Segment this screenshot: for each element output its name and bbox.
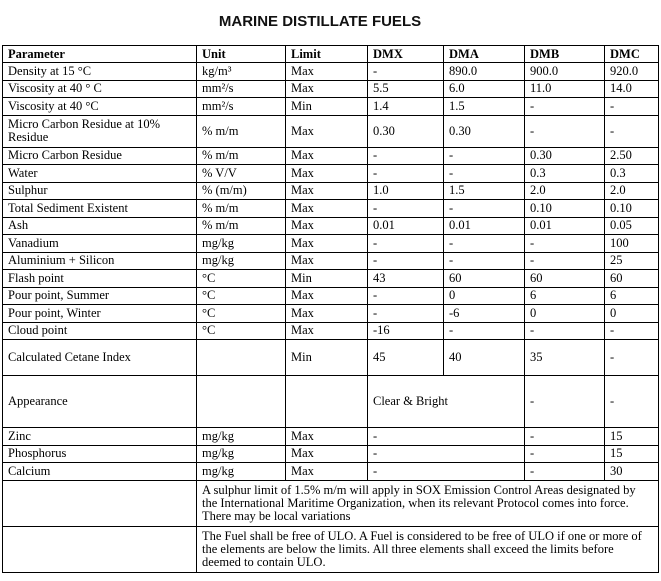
cell-unit — [197, 376, 286, 428]
table-row — [3, 63, 659, 81]
cell-dmb: 900.0 — [525, 63, 605, 81]
cell-dmb: 0 — [525, 305, 605, 323]
cell-dmx: 5.5 — [368, 80, 444, 98]
table-header-row — [3, 46, 659, 63]
cell-limit: Max — [286, 445, 368, 463]
cell-dmb: 0.30 — [525, 147, 605, 165]
cell-dmc: - — [605, 340, 659, 376]
cell-dmc: 0.3 — [605, 165, 659, 183]
table-row — [3, 98, 659, 116]
cell-limit: Max — [286, 252, 368, 270]
table-row — [3, 182, 659, 200]
cell-unit: mm²/s — [197, 98, 286, 116]
cell-parameter: Flash point — [3, 270, 197, 288]
cell-dmx-dma: - — [368, 463, 525, 481]
cell-dmb: 0.01 — [525, 217, 605, 235]
cell-dmb: 0.3 — [525, 165, 605, 183]
header-limit: Limit — [286, 46, 368, 63]
cell-dmx-dma: - — [368, 428, 525, 446]
cell-parameter: Vanadium — [3, 235, 197, 253]
cell-parameter: Viscosity at 40 °C — [3, 98, 197, 116]
cell-limit: Max — [286, 217, 368, 235]
cell-limit: Max — [286, 115, 368, 147]
cell-dmb: 11.0 — [525, 80, 605, 98]
cell-dmc: 2.50 — [605, 147, 659, 165]
table-row — [3, 252, 659, 270]
cell-dmc: - — [605, 98, 659, 116]
cell-dmc: 920.0 — [605, 63, 659, 81]
cell-dmc: 6 — [605, 287, 659, 305]
cell-dmx: - — [368, 252, 444, 270]
cell-unit: °C — [197, 322, 286, 340]
cell-dmx: 1.4 — [368, 98, 444, 116]
cell-dma: 6.0 — [444, 80, 525, 98]
cell-parameter: Calcium — [3, 463, 197, 481]
cell-unit: mg/kg — [197, 428, 286, 446]
cell-dmx: - — [368, 235, 444, 253]
cell-dmc: 30 — [605, 463, 659, 481]
table-row — [3, 115, 659, 147]
cell-dmx-dma: Clear & Bright — [368, 376, 525, 428]
cell-dmc: 14.0 — [605, 80, 659, 98]
cell-parameter: Sulphur — [3, 182, 197, 200]
note-row — [3, 480, 659, 526]
cell-dma: 40 — [444, 340, 525, 376]
cell-dmc: 2.0 — [605, 182, 659, 200]
header-dmb: DMB — [525, 46, 605, 63]
cell-dmx: - — [368, 147, 444, 165]
cell-dmb: - — [525, 463, 605, 481]
table-row — [3, 463, 659, 481]
table-row — [3, 305, 659, 323]
header-dmx: DMX — [368, 46, 444, 63]
cell-dmx: - — [368, 305, 444, 323]
cell-dmb: - — [525, 115, 605, 147]
cell-unit: % m/m — [197, 115, 286, 147]
cell-dmb: 0.10 — [525, 200, 605, 218]
cell-dmx: 1.0 — [368, 182, 444, 200]
cell-limit: Max — [286, 182, 368, 200]
cell-dmb: - — [525, 235, 605, 253]
cell-dma: 0 — [444, 287, 525, 305]
cell-limit: Min — [286, 270, 368, 288]
cell-parameter: Ash — [3, 217, 197, 235]
cell-dma: - — [444, 165, 525, 183]
cell-unit: mg/kg — [197, 463, 286, 481]
cell-dmc: 15 — [605, 445, 659, 463]
cell-dmx: - — [368, 165, 444, 183]
cell-dmc: 100 — [605, 235, 659, 253]
cell-dmx: 43 — [368, 270, 444, 288]
cell-dmb: - — [525, 428, 605, 446]
table-row — [3, 287, 659, 305]
cell-unit: mm²/s — [197, 80, 286, 98]
cell-unit: % V/V — [197, 165, 286, 183]
cell-limit: Max — [286, 147, 368, 165]
cell-dmb: 2.0 — [525, 182, 605, 200]
cell-limit: Min — [286, 340, 368, 376]
ulo-note: The Fuel shall be free of ULO. A Fuel is considered to be free of ULO if one or more of the elements are below the limits. All three elements shall exceed the limits before deemed to contain ULO. — [197, 526, 659, 572]
cell-limit: Max — [286, 63, 368, 81]
cell-unit: °C — [197, 270, 286, 288]
table-row — [3, 270, 659, 288]
cell-dmc: 25 — [605, 252, 659, 270]
cell-dmb: - — [525, 376, 605, 428]
cell-dma: - — [444, 235, 525, 253]
cell-dmb: - — [525, 445, 605, 463]
cell-parameter: Calculated Cetane Index — [3, 340, 197, 376]
note-row — [3, 526, 659, 572]
cell-parameter: Micro Carbon Residue at 10% Residue — [3, 115, 197, 147]
cell-parameter: Appearance — [3, 376, 197, 428]
cell-dmx: 0.30 — [368, 115, 444, 147]
cell-dmb: 60 — [525, 270, 605, 288]
cell-unit: mg/kg — [197, 235, 286, 253]
cell-parameter: Aluminium + Silicon — [3, 252, 197, 270]
cell-dma: 60 — [444, 270, 525, 288]
header-unit: Unit — [197, 46, 286, 63]
cell-limit: Max — [286, 235, 368, 253]
cell-unit: % m/m — [197, 147, 286, 165]
cell-dmc: 15 — [605, 428, 659, 446]
page-title: MARINE DISTILLATE FUELS — [218, 13, 422, 30]
cell-dmx: 0.01 — [368, 217, 444, 235]
cell-parameter: Cloud point — [3, 322, 197, 340]
table-row — [3, 376, 659, 428]
cell-limit: Max — [286, 322, 368, 340]
cell-dma: 0.01 — [444, 217, 525, 235]
cell-dmx: - — [368, 63, 444, 81]
table-row — [3, 80, 659, 98]
cell-dmb: 6 — [525, 287, 605, 305]
table-row — [3, 147, 659, 165]
cell-limit: Max — [286, 463, 368, 481]
table-row — [3, 445, 659, 463]
cell-limit: Max — [286, 287, 368, 305]
cell-parameter: Phosphorus — [3, 445, 197, 463]
table-row — [3, 235, 659, 253]
cell-dmc: 0 — [605, 305, 659, 323]
cell-limit: Max — [286, 200, 368, 218]
cell-unit: % m/m — [197, 217, 286, 235]
cell-dmx: 45 — [368, 340, 444, 376]
cell-unit: °C — [197, 287, 286, 305]
cell-parameter: Viscosity at 40 ° C — [3, 80, 197, 98]
cell-limit — [286, 376, 368, 428]
cell-unit: % m/m — [197, 200, 286, 218]
cell-parameter: Water — [3, 165, 197, 183]
cell-dma: 1.5 — [444, 182, 525, 200]
cell-limit: Max — [286, 165, 368, 183]
cell-dma: - — [444, 147, 525, 165]
cell-dmb: 35 — [525, 340, 605, 376]
cell-dmc: - — [605, 376, 659, 428]
table-row — [3, 428, 659, 446]
cell-limit: Max — [286, 428, 368, 446]
cell-dmc: - — [605, 322, 659, 340]
table-row — [3, 200, 659, 218]
cell-parameter: Density at 15 °C — [3, 63, 197, 81]
header-dma: DMA — [444, 46, 525, 63]
cell-parameter: Zinc — [3, 428, 197, 446]
header-parameter: Parameter — [3, 46, 197, 63]
cell-dma: 0.30 — [444, 115, 525, 147]
cell-parameter: Pour point, Winter — [3, 305, 197, 323]
cell-unit: mg/kg — [197, 445, 286, 463]
cell-dma: 890.0 — [444, 63, 525, 81]
cell-unit — [197, 340, 286, 376]
fuel-spec-table — [2, 45, 659, 573]
cell-parameter: Total Sediment Existent — [3, 200, 197, 218]
table-row — [3, 322, 659, 340]
cell-unit: °C — [197, 305, 286, 323]
cell-dmx-dma: - — [368, 445, 525, 463]
note-blank-cell — [3, 526, 197, 572]
cell-limit: Max — [286, 305, 368, 323]
cell-dmb: - — [525, 322, 605, 340]
cell-dma: -6 — [444, 305, 525, 323]
table-row — [3, 165, 659, 183]
cell-unit: % (m/m) — [197, 182, 286, 200]
cell-unit: mg/kg — [197, 252, 286, 270]
cell-dmb: - — [525, 98, 605, 116]
cell-dmc: - — [605, 115, 659, 147]
cell-dma: 1.5 — [444, 98, 525, 116]
table-row — [3, 340, 659, 376]
cell-limit: Max — [286, 80, 368, 98]
cell-unit: kg/m³ — [197, 63, 286, 81]
cell-dma: - — [444, 252, 525, 270]
cell-dma: - — [444, 200, 525, 218]
cell-dmb: - — [525, 252, 605, 270]
note-blank-cell — [3, 480, 197, 526]
cell-dmx: - — [368, 200, 444, 218]
cell-dmc: 0.10 — [605, 200, 659, 218]
cell-parameter: Micro Carbon Residue — [3, 147, 197, 165]
cell-parameter: Pour point, Summer — [3, 287, 197, 305]
sulphur-note: A sulphur limit of 1.5% m/m will apply in SOX Emission Control Areas designated by the International Maritime Organization, when its relevant Protocol comes into force. There may be local variations — [197, 480, 659, 526]
cell-limit: Min — [286, 98, 368, 116]
header-dmc: DMC — [605, 46, 659, 63]
cell-dmx: -16 — [368, 322, 444, 340]
cell-dma: - — [444, 322, 525, 340]
table-row — [3, 217, 659, 235]
cell-dmc: 60 — [605, 270, 659, 288]
cell-dmx: - — [368, 287, 444, 305]
cell-dmc: 0.05 — [605, 217, 659, 235]
